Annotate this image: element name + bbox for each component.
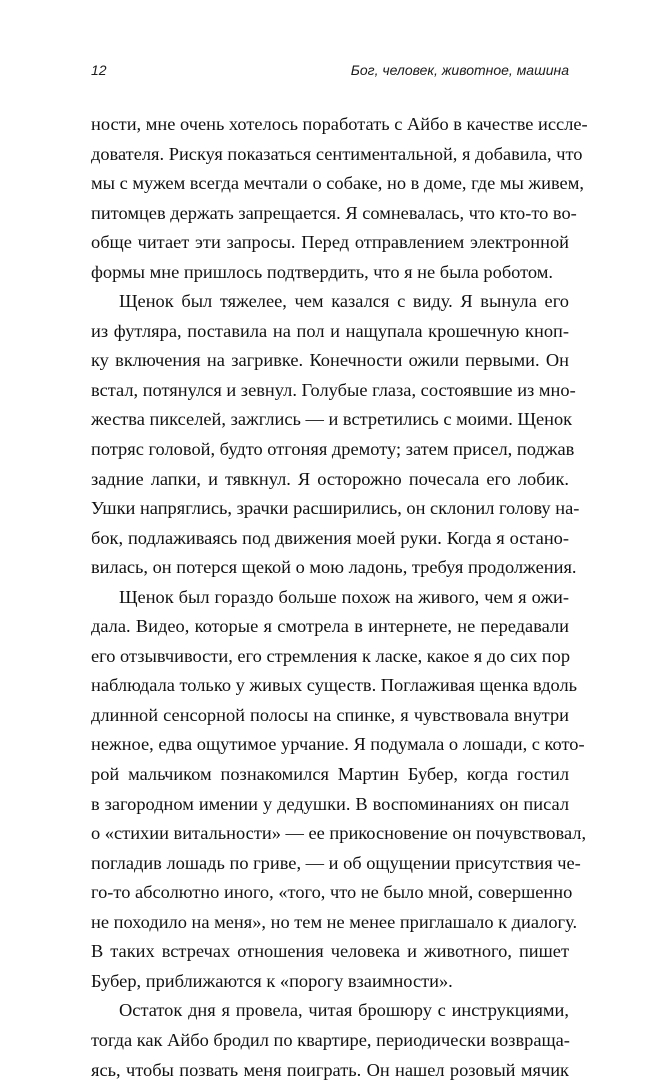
text-line: длинной сенсорной полосы на спинке, я чувствовала внутри xyxy=(91,701,569,731)
text-line: о «стихии витальности» — ее прикосновение он почувствовал, xyxy=(91,819,569,849)
text-line: дала. Видео, которые я смотрела в интернете, не передавали xyxy=(91,612,569,642)
running-title: Бог, человек, животное, машина xyxy=(351,62,569,78)
text-line: встал, потянулся и зевнул. Голубые глаза, состоявшие из мно- xyxy=(91,376,569,406)
text-line: мы с мужем всегда мечтали о собаке, но в доме, где мы живем, xyxy=(91,169,569,199)
text-line: не походило на меня», но тем не менее приглашало к диалогу. xyxy=(91,908,569,938)
text-line: его отзывчивости, его стремления к ласке, какое я до сих пор xyxy=(91,642,569,672)
text-line: в загородном имении у дедушки. В воспоминаниях он писал xyxy=(91,790,569,820)
text-line: задние лапки, и тявкнул. Я осторожно почесала его лобик. xyxy=(91,465,569,495)
text-line: погладив лошадь по гриве, — и об ощущении присутствия че- xyxy=(91,849,569,879)
text-line: Бубер, приближаются к «порогу взаимности». xyxy=(91,967,569,997)
text-line: нежное, едва ощутимое урчание. Я подумала о лошади, с кото- xyxy=(91,730,569,760)
page-header xyxy=(91,62,569,84)
text-line: питомцев держать запрещается. Я сомневалась, что кто-то во- xyxy=(91,199,569,229)
text-line: из футляра, поставила на пол и нащупала крошечную кноп- xyxy=(91,317,569,347)
text-line: В таких встречах отношения человека и животного, пишет xyxy=(91,937,569,967)
text-line: бок, подлаживаясь под движения моей руки. Когда я остано- xyxy=(91,524,569,554)
text-line: жества пикселей, зажглись — и встретились с моими. Щенок xyxy=(91,405,569,435)
text-line: ности, мне очень хотелось поработать с Айбо в качестве иссле- xyxy=(91,110,569,140)
text-line: го-то абсолютно иного, «того, что не было мной, совершенно xyxy=(91,878,569,908)
text-line: рой мальчиком познакомился Мартин Бубер, когда гостил xyxy=(91,760,569,790)
text-line: ясь, чтобы позвать меня поиграть. Он нашел розовый мячик xyxy=(91,1056,569,1085)
text-line: тогда как Айбо бродил по квартире, периодически возвраща- xyxy=(91,1026,569,1056)
body-text xyxy=(91,110,569,1085)
text-line: формы мне пришлось подтвердить, что я не была роботом. xyxy=(91,258,569,288)
text-line: наблюдала только у живых существ. Поглаживая щенка вдоль xyxy=(91,671,569,701)
text-line: Ушки напряглись, зрачки расширились, он склонил голову на- xyxy=(91,494,569,524)
text-line: дователя. Рискуя показаться сентиментальной, я добавила, что xyxy=(91,140,569,170)
text-line: ку включения на загривке. Конечности ожили первыми. Он xyxy=(91,346,569,376)
page-number: 12 xyxy=(91,62,107,78)
paragraph-first-line: Щенок был тяжелее, чем казался с виду. Я вынула его xyxy=(91,287,569,317)
paragraph-first-line: Остаток дня я провела, читая брошюру с инструкциями, xyxy=(91,996,569,1026)
text-line: вилась, он потерся щекой о мою ладонь, требуя продолжения. xyxy=(91,553,569,583)
text-line: потряс головой, будто отгоняя дремоту; затем присел, поджав xyxy=(91,435,569,465)
paragraph-first-line: Щенок был гораздо больше похож на живого, чем я ожи- xyxy=(91,583,569,613)
text-line: обще читает эти запросы. Перед отправлением электронной xyxy=(91,228,569,258)
